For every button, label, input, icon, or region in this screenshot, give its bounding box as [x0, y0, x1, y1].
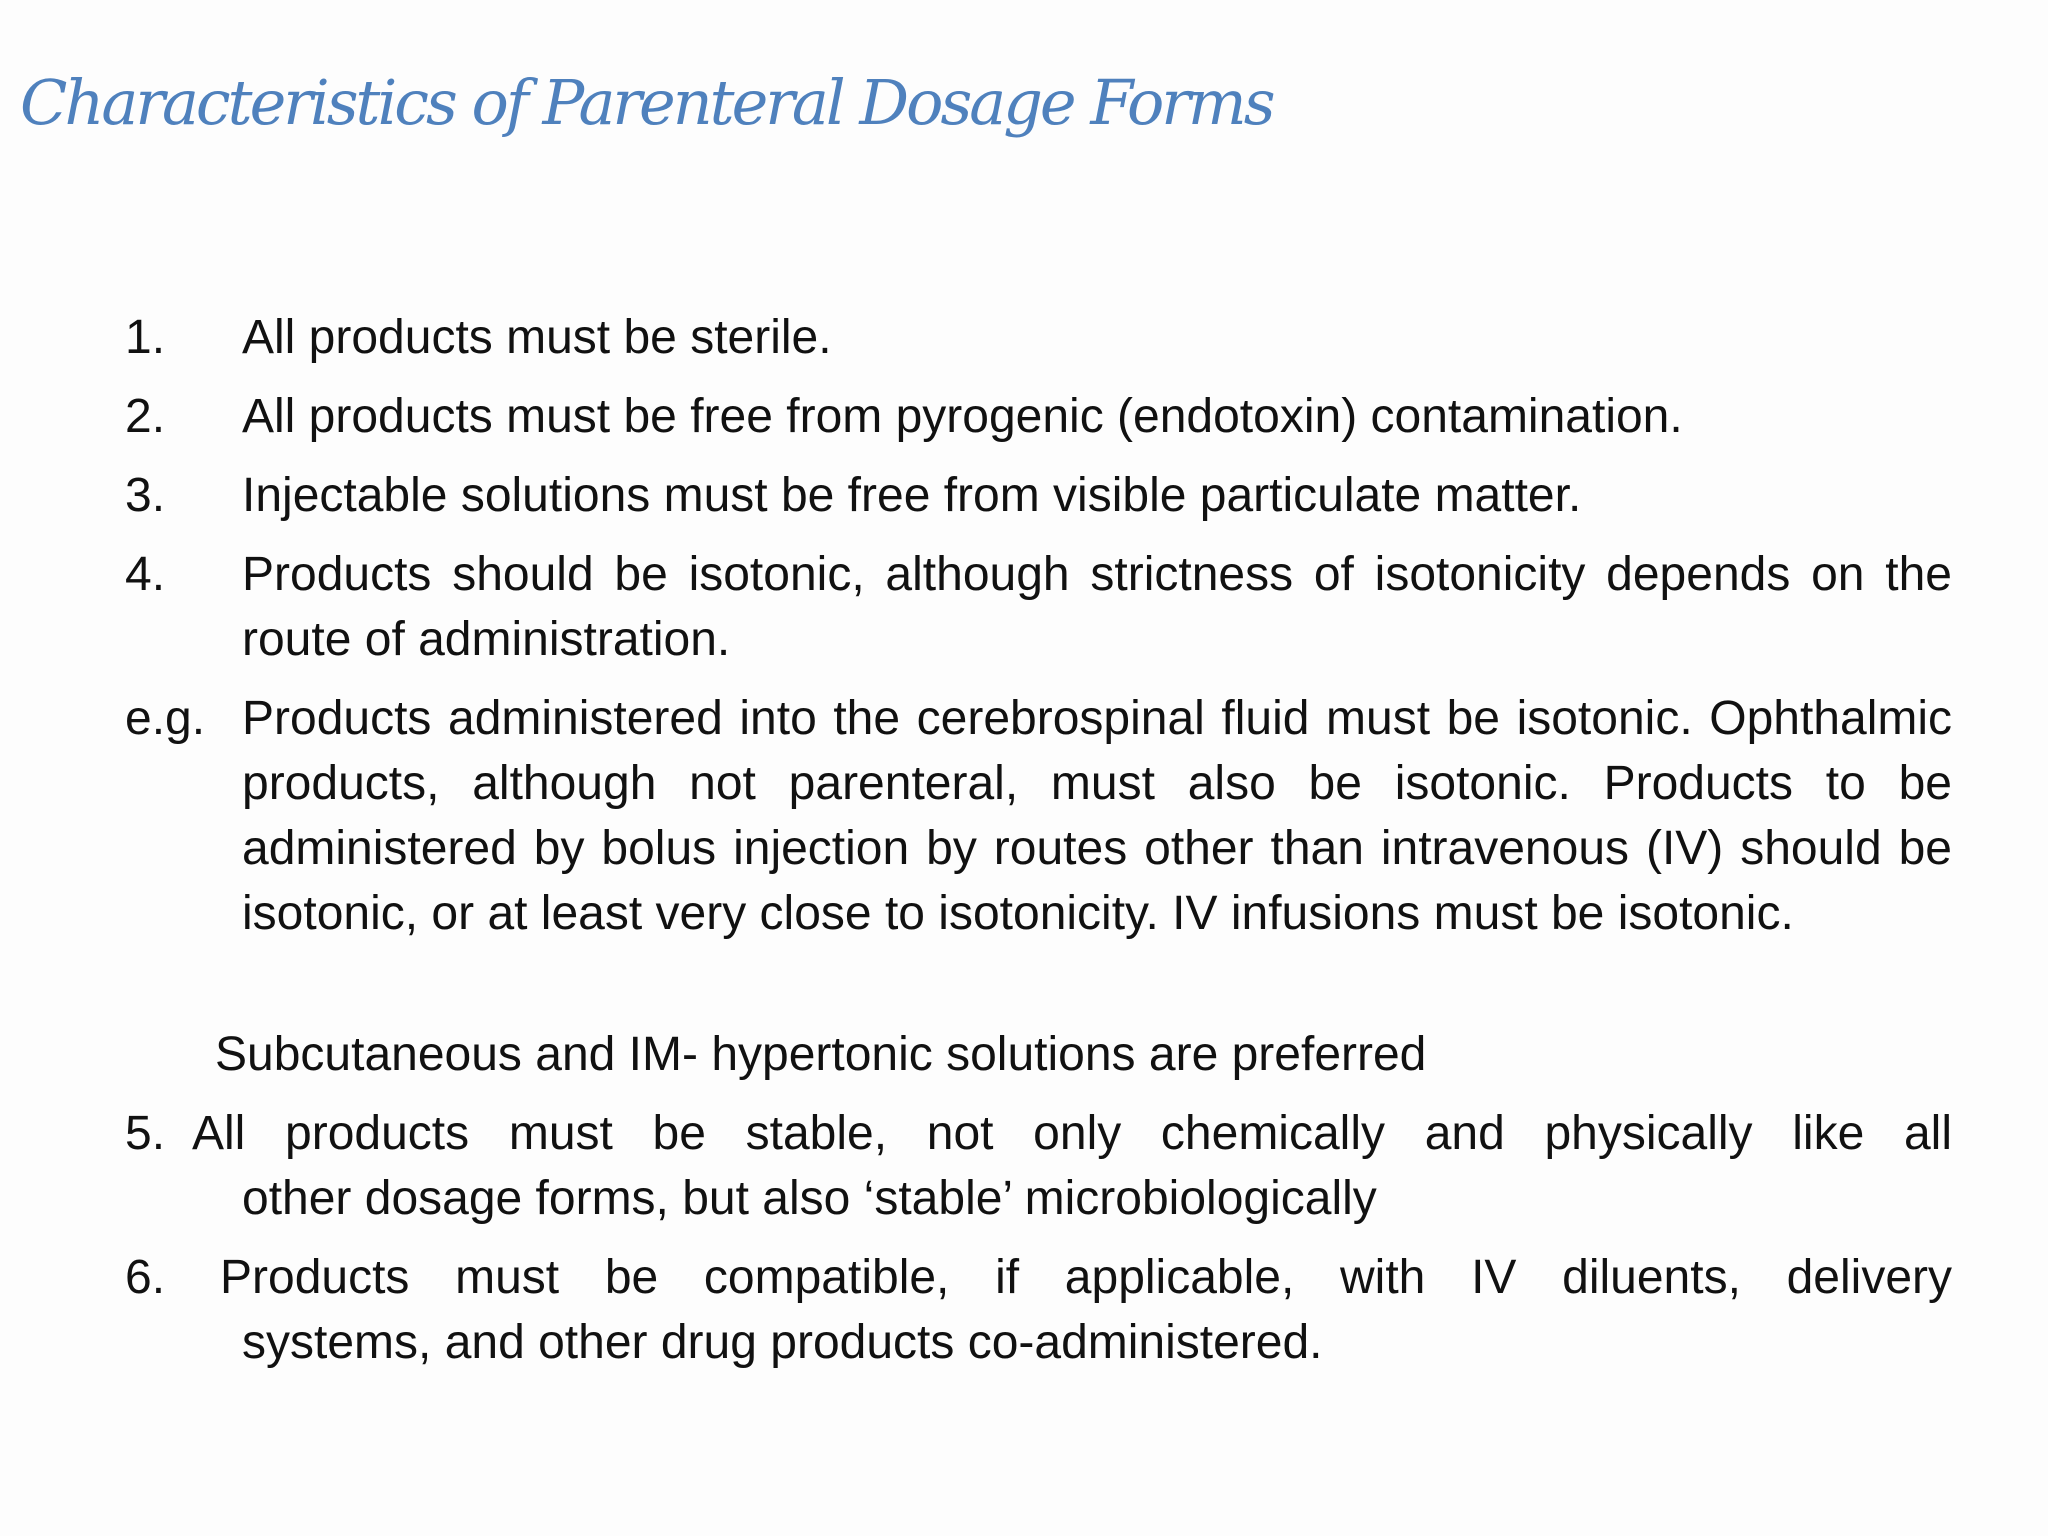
item-5-marker: 5. — [125, 1107, 166, 1160]
item-6-marker: 6. — [125, 1251, 166, 1304]
example-marker: e.g. — [125, 692, 206, 745]
slide-title: Characteristics of Parenteral Dosage Forms — [20, 66, 1273, 139]
item-5-continuation: other dosage forms, but also ‘stable’ microbiologically — [242, 1172, 1377, 1225]
item-6-continuation: systems, and other drug products co-administered. — [242, 1316, 1323, 1369]
subcutaneous-note: Subcutaneous and IM- hypertonic solutions are preferred — [215, 1028, 1427, 1081]
item-2-marker: 2. — [125, 390, 166, 443]
item-3-marker: 3. — [125, 469, 166, 522]
item-4-marker: 4. — [125, 548, 166, 601]
item-6-text: Products must be compatible, if applicable, with IV diluents, delivery — [220, 1251, 1952, 1304]
item-1-marker: 1. — [125, 311, 166, 364]
item-3-text: Injectable solutions must be free from visible particulate matter. — [242, 469, 1582, 522]
item-2-text: All products must be free from pyrogenic (endotoxin) contamination. — [242, 390, 1683, 443]
item-4-text: Products should be isotonic, although strictness of isotonicity depends on the route of administration. — [242, 548, 1952, 666]
item-1-text: All products must be sterile. — [242, 311, 832, 364]
item-5-text: All products must be stable, not only chemically and physically like all — [192, 1107, 1952, 1160]
example-text: Products administered into the cerebrospinal fluid must be isotonic. Ophthalmic products, although not parenteral, must also be isotonic. Products to be administered by bolus injection by routes other than intravenous (IV) should be isotonic, or at least very close to isotonicity. IV infusions must be isotonic. — [242, 692, 1952, 940]
